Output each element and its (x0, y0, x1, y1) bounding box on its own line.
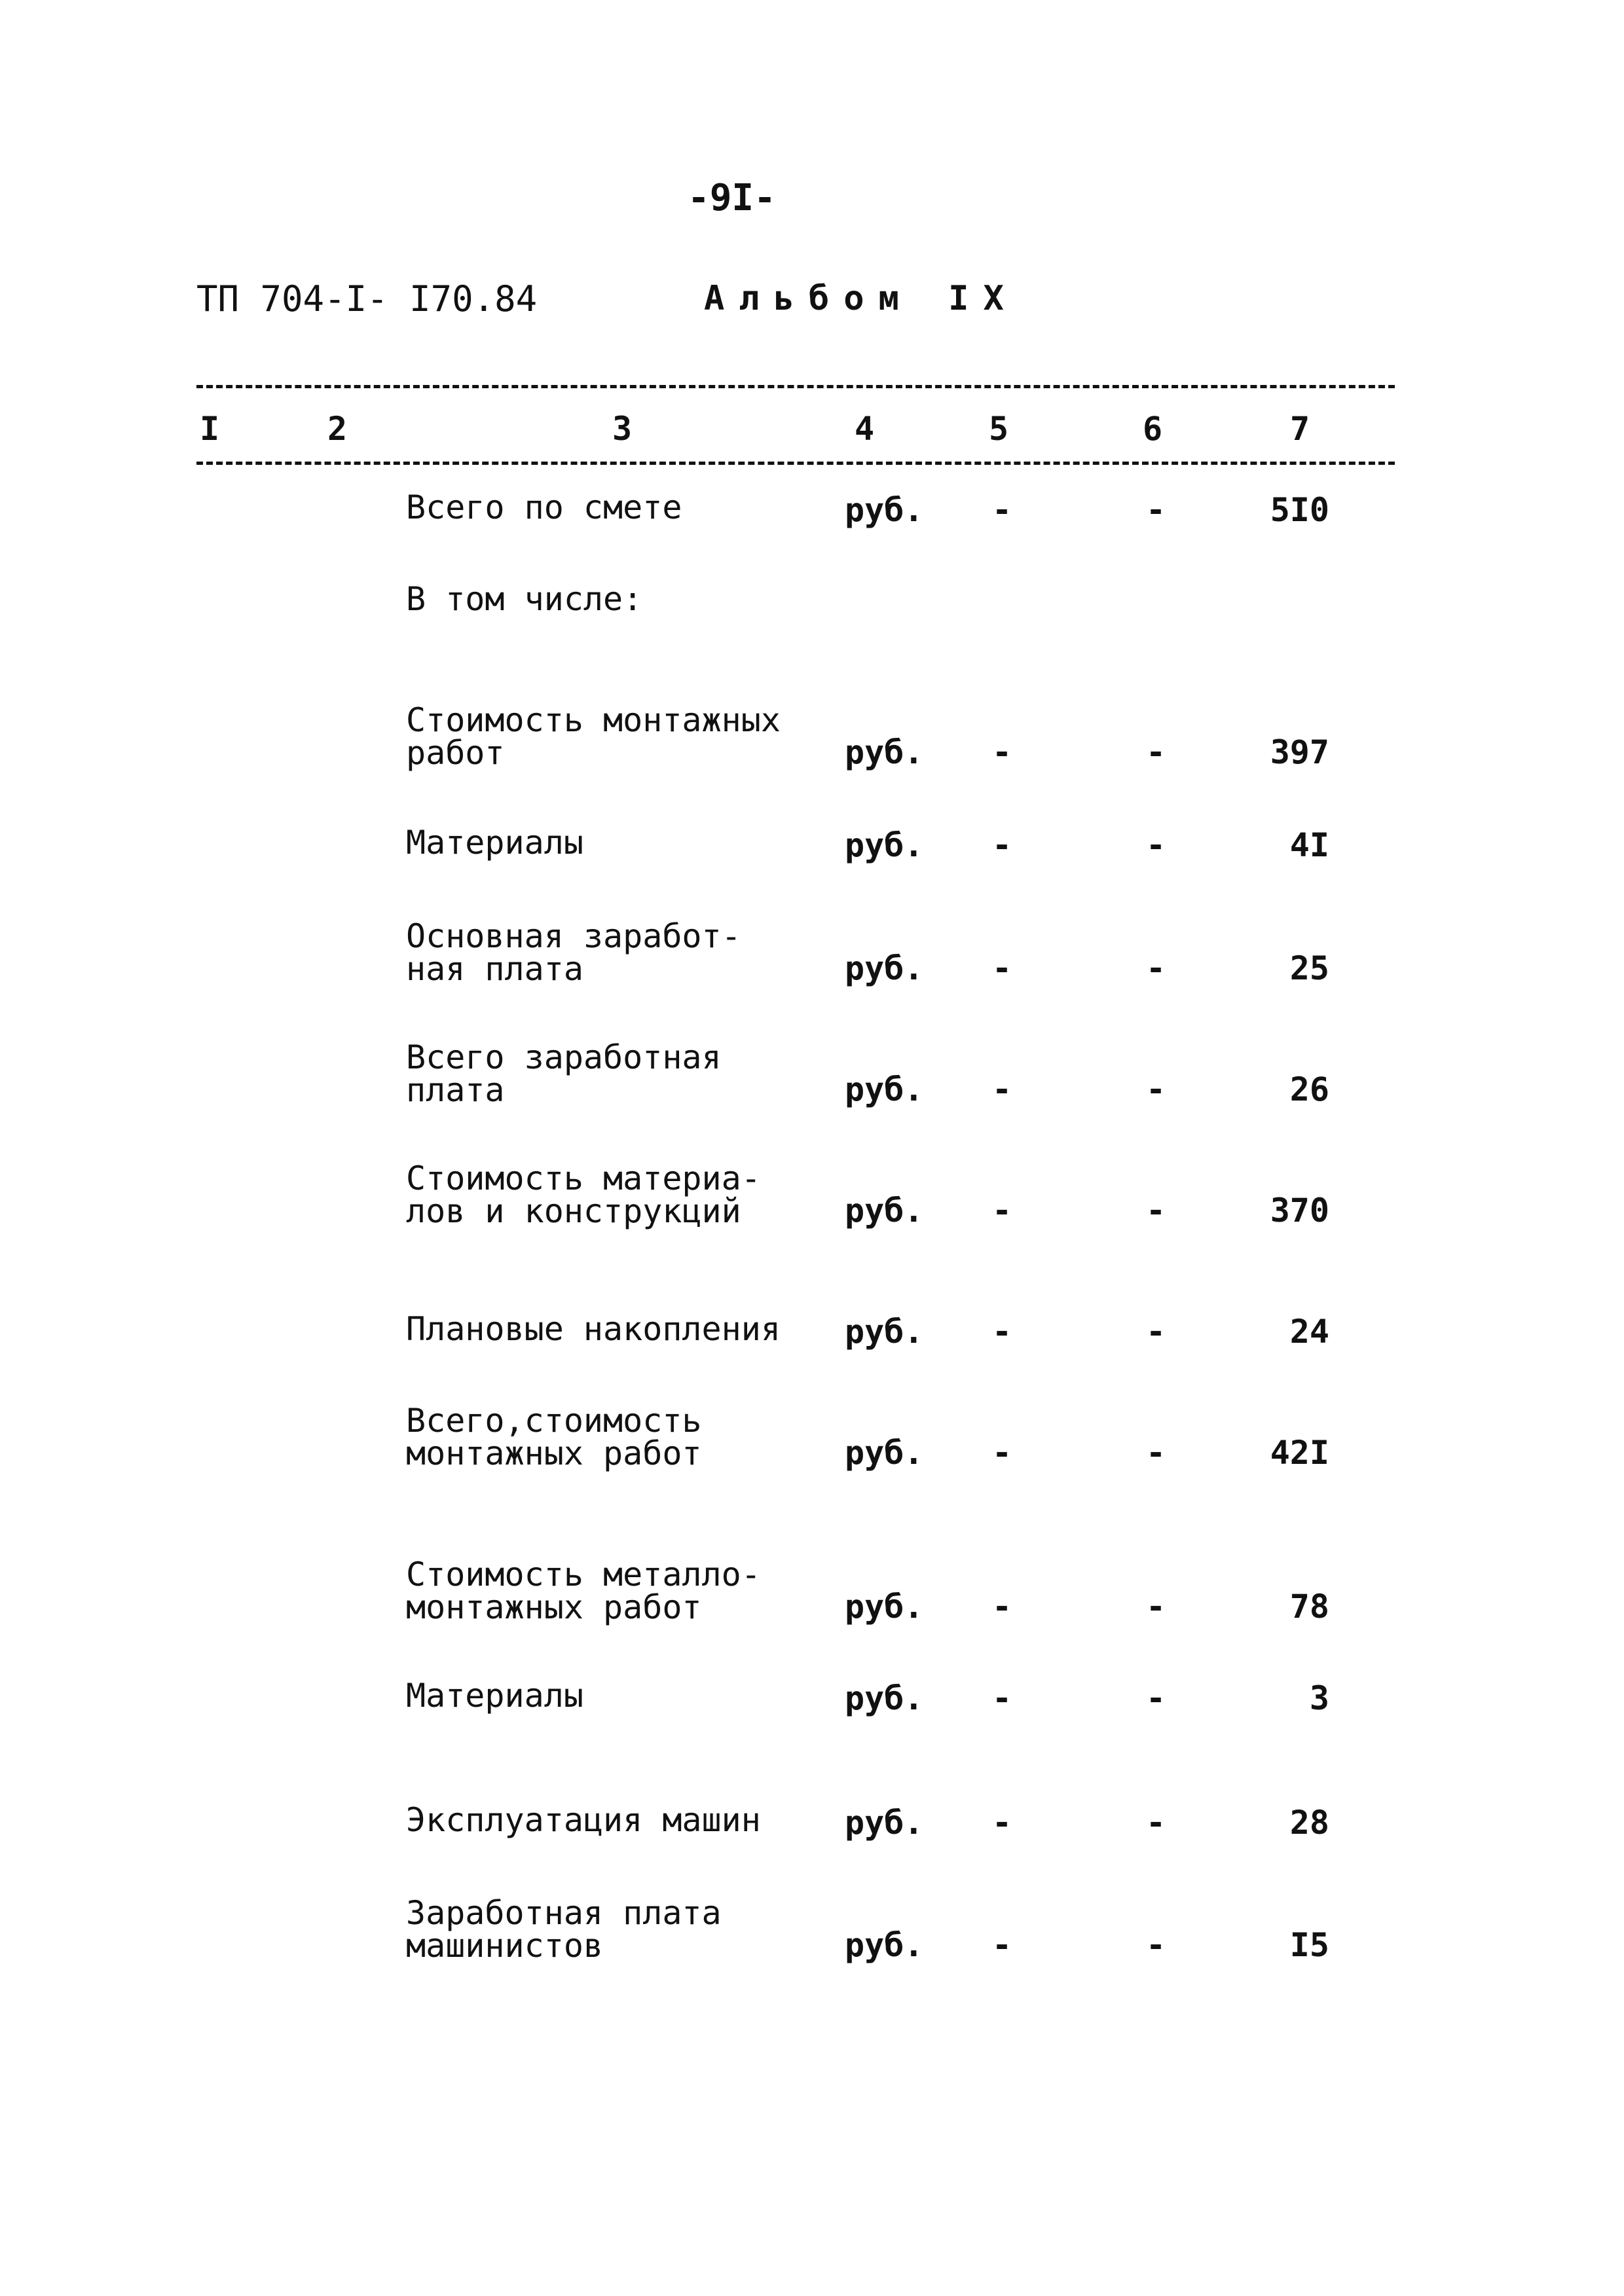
column-number-5: 5 (989, 410, 1009, 448)
row-col6: - (1145, 826, 1166, 864)
row-unit: руб. (845, 1588, 924, 1626)
row-value: 78 (1289, 1588, 1329, 1626)
total-value: 5I0 (1270, 491, 1329, 529)
column-number-7: 7 (1290, 410, 1310, 448)
total-label: Всего по смете (406, 488, 682, 526)
row-label: Заработная плата машинистов (406, 1894, 722, 1965)
row-label: Стоимость металло- монтажных работ (406, 1556, 761, 1626)
row-unit: руб. (845, 1434, 924, 1472)
row-col6: - (1145, 1434, 1166, 1472)
row-value: 25 (1289, 949, 1329, 987)
column-number-1: I (200, 410, 220, 448)
row-col6: - (1145, 1070, 1166, 1108)
row-col5: - (991, 826, 1012, 864)
column-number-4: 4 (855, 410, 875, 448)
row-col6: - (1145, 1926, 1166, 1964)
row-value: 28 (1289, 1804, 1329, 1842)
row-col5: - (991, 733, 1012, 771)
row-label: Стоимость монтажных работ (406, 701, 781, 772)
row-unit: руб. (845, 826, 924, 864)
row-value: I5 (1289, 1926, 1329, 1964)
row-unit: руб. (845, 949, 924, 987)
row-value: 26 (1289, 1070, 1329, 1108)
row-unit: руб. (845, 1192, 924, 1230)
row-value: 4I (1289, 826, 1329, 864)
row-unit: руб. (845, 1804, 924, 1842)
row-col6: - (1145, 1588, 1166, 1626)
row-unit: руб. (845, 1313, 924, 1351)
row-col5: - (991, 1434, 1012, 1472)
header-bottom-rule (196, 462, 1395, 465)
total-col5: - (991, 491, 1012, 529)
row-unit: руб. (845, 1679, 924, 1717)
row-label: Материалы (406, 1677, 583, 1715)
row-label: Всего,стоимость монтажных работ (406, 1402, 702, 1472)
row-value: 397 (1270, 733, 1329, 771)
row-label: Эксплуатация машин (406, 1801, 761, 1839)
row-unit: руб. (845, 1926, 924, 1964)
row-value: 3 (1309, 1679, 1329, 1717)
row-label: Стоимость материа- лов и конструкций (406, 1159, 761, 1230)
row-label: Основная заработ- ная плата (406, 917, 741, 988)
page-number: -9I- (688, 177, 776, 219)
document-code: ТП 704-I- I70.84 (196, 278, 538, 319)
including-label: В том числе: (406, 580, 643, 618)
row-col6: - (1145, 1679, 1166, 1717)
row-col5: - (991, 1926, 1012, 1964)
album-title: Альбом IX (704, 279, 1018, 318)
header-top-rule (196, 385, 1395, 388)
row-col5: - (991, 1588, 1012, 1626)
column-number-6: 6 (1143, 410, 1163, 448)
row-col5: - (991, 1313, 1012, 1351)
row-label: Всего заработная плата (406, 1038, 722, 1109)
row-col5: - (991, 1070, 1012, 1108)
column-number-3: 3 (612, 410, 633, 448)
row-label: Плановые накопления (406, 1310, 781, 1348)
row-value: 42I (1270, 1434, 1329, 1472)
row-col5: - (991, 949, 1012, 987)
row-col6: - (1145, 949, 1166, 987)
row-col5: - (991, 1804, 1012, 1842)
row-value: 24 (1289, 1313, 1329, 1351)
row-col6: - (1145, 733, 1166, 771)
row-col6: - (1145, 1313, 1166, 1351)
row-col6: - (1145, 1804, 1166, 1842)
total-col6: - (1145, 491, 1166, 529)
row-label: Материалы (406, 824, 583, 862)
row-col6: - (1145, 1192, 1166, 1230)
row-value: 370 (1270, 1192, 1329, 1230)
column-number-2: 2 (327, 410, 348, 448)
row-unit: руб. (845, 1070, 924, 1108)
total-unit: руб. (845, 491, 924, 529)
row-col5: - (991, 1192, 1012, 1230)
row-col5: - (991, 1679, 1012, 1717)
row-unit: руб. (845, 733, 924, 771)
